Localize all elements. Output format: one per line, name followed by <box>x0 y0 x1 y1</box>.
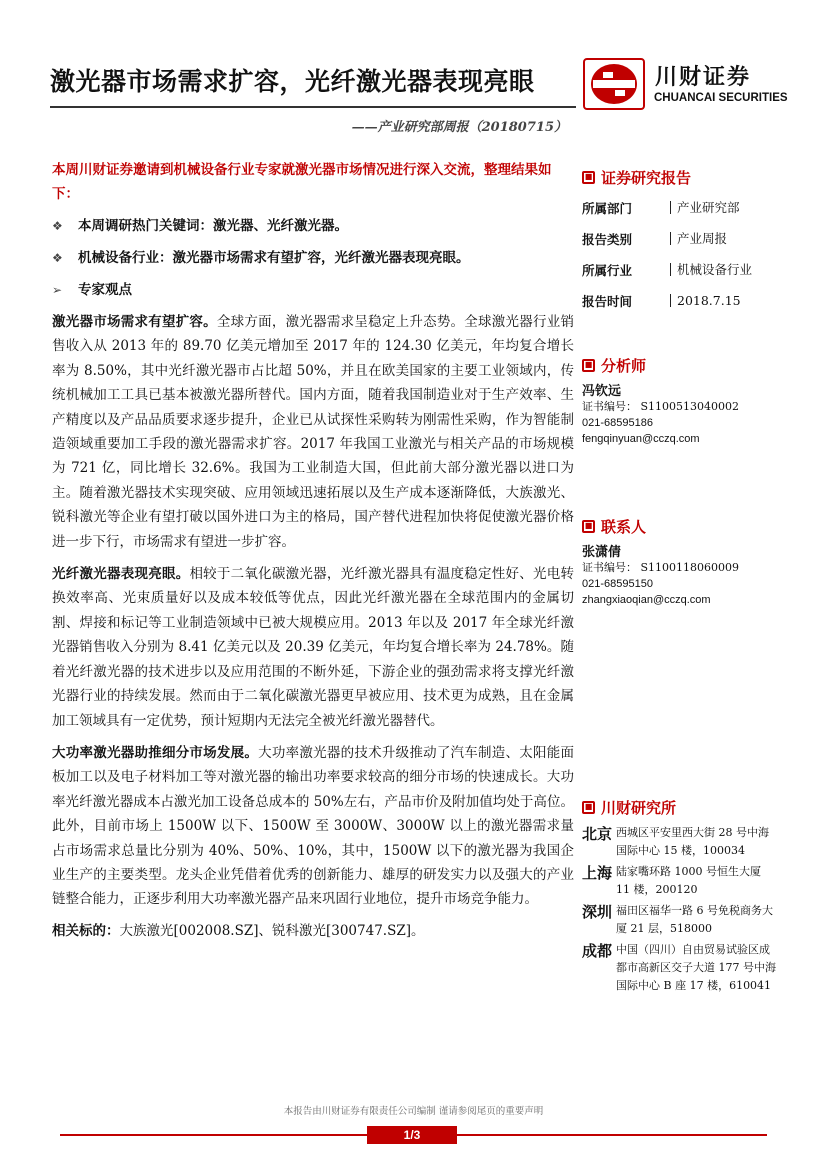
info-value: 2018.7.15 <box>670 294 741 307</box>
analyst-cert: 证书编号： S1100513040002 <box>582 400 740 413</box>
info-label: 报告时间 <box>582 293 633 309</box>
report-subtitle: ——产业研究部周报（20180715） <box>351 120 567 135</box>
bullet-text: 机械设备行业：激光器市场需求有望扩容，光纤激光器表现亮眼。 <box>78 250 470 266</box>
report-heading-text: 证券研究报告 <box>601 168 692 187</box>
page-number: 1/3 <box>367 1126 457 1144</box>
analyst-heading-text: 分析师 <box>601 356 647 375</box>
info-label: 报告类别 <box>582 231 633 247</box>
institute-heading <box>582 796 782 818</box>
contact-heading <box>582 515 782 537</box>
info-value: 产业周报 <box>670 232 727 245</box>
info-row <box>582 192 782 223</box>
institute-heading-text: 川财研究所 <box>601 798 677 817</box>
main-content <box>52 158 574 943</box>
bullet-item <box>52 214 574 238</box>
related-text: 大族激光[002008.SZ]、锐科激光[300747.SZ]。 <box>119 922 425 939</box>
contact-heading-text: 联系人 <box>601 517 647 536</box>
arrow-bullet-icon: ➢ <box>52 283 63 297</box>
paragraph <box>52 310 574 554</box>
info-label: 所属行业 <box>582 262 633 278</box>
section-marker-icon: ■ <box>582 359 595 372</box>
brand-name-cn: 川财证券 <box>655 65 752 90</box>
paragraph-body: 大功率激光器的技术升级推动了汽车制造、太阳能面板加工以及电子材料加工等对激光器的输出功率要求较高的细分市场的快速成长。大功率光纤激光器成本占激光加工设备总成本的 50%左右，产品市价及附加值均处于高位。此外，目前市场上 1500W 以下、1500W 至 3000W、3000W 以上的激光器需求量占市场需求总量比分别为 40%、50%、10%，其中，1500W 以下的激光器为我国企业生产的主要类型。龙头企业凭借着优秀的创新能力、雄厚的研发实力以及强大的产业链整合能力，正逐步利用大功率激光器产品来巩固行业地位，提升市场竞争能力。 <box>52 744 575 908</box>
diamond-bullet-icon: ❖ <box>52 251 63 265</box>
info-value: 机械设备行业 <box>670 263 752 276</box>
analyst-phone: 021-68595186 <box>582 417 653 429</box>
office-city: 成都 <box>582 942 613 960</box>
bullet-item <box>52 278 574 302</box>
office-address: 中国（四川）自由贸易试验区成都市高新区交子大道 177 号中海国际中心 B 座 17 楼，610041 <box>616 943 776 992</box>
brand-name-en: CHUANCAI SECURITIES <box>654 92 788 104</box>
report-info <box>582 192 782 316</box>
info-row <box>582 254 782 285</box>
office-item <box>582 863 782 899</box>
paragraph <box>52 562 574 733</box>
office-address: 西城区平安里西大街 28 号中海国际中心 15 楼，100034 <box>616 826 769 857</box>
bullet-text: 专家观点 <box>78 282 132 298</box>
analyst-name: 冯钦远 <box>582 384 622 399</box>
analyst-email[interactable]: fengqinyuan@cczq.com <box>582 433 700 445</box>
office-item <box>582 941 782 995</box>
report-heading <box>582 166 782 188</box>
contact-email[interactable]: zhangxiaoqian@cczq.com <box>582 594 711 606</box>
paragraph-lead: 激光器市场需求有望扩容。 <box>52 314 217 330</box>
office-address: 福田区福华一路 6 号免税商务大厦 21 层，518000 <box>616 904 773 935</box>
chuancai-logo-icon <box>583 58 645 110</box>
info-value: 产业研究部 <box>670 201 740 214</box>
bullet-item <box>52 246 574 270</box>
paragraph <box>52 741 574 912</box>
paragraph-body: 全球方面，激光器需求呈稳定上升态势。全球激光器行业销售收入从 2013 年的 89.70 亿美元增加至 2017 年的 124.30 亿美元，年均复合增长率为 8.50%，其中光纤激光器市占比超 50%，并且在欧美国家的主要工业领域内，传统机械加工工具已基本被激光器所替代。国内方面，随着我国制造业对于生产效率、生产精度以及产品品质要求逐步提升，企业已从试探性采购转为刚需性采购，作为智能制造领域重要加工手段的激光器需求扩容。2017 年我国工业激光与相关产品的市场规模为 721 亿，同比增长 32.6%。我国为工业制造大国，但此前大部分激光器以进口为主。随着激光器技术实现突破、应用领域迅速拓展以及生产成本逐渐降低，大族激光、锐科激光等企业有望打破以国外进口为主的格局，国产替代进程加快将促使激光器价格进一步下行，市场需求有望进一步扩容。 <box>52 314 575 550</box>
info-row <box>582 285 782 316</box>
related-lead: 相关标的： <box>52 922 120 939</box>
office-city: 北京 <box>582 825 613 843</box>
diamond-bullet-icon: ❖ <box>52 219 63 233</box>
sidebar <box>582 158 782 995</box>
contact-name: 张潇倩 <box>582 545 622 560</box>
office-address: 陆家嘴环路 1000 号恒生大厦 11 楼，200120 <box>616 865 761 896</box>
paragraph-lead: 大功率激光器助推细分市场发展。 <box>52 744 259 761</box>
section-marker-icon: ■ <box>582 171 595 184</box>
section-marker-icon: ■ <box>582 520 595 533</box>
intro-text: 本周川财证券邀请到机械设备行业专家就激光器市场情况进行深入交流，整理结果如下： <box>52 162 552 202</box>
paragraph-body: 相较于二氧化碳激光器，光纤激光器具有温度稳定性好、光电转换效率高、光束质量好以及成本较低等优点，因此光纤激光器在全球范围内的金属切割、焊接和标记等工业制造领域中已被大规模应用。2013 年以及 2017 年全球光纤激光器销售收入分别为 8.41 亿美元以及 20.39 亿美元，年均复合增长率为 24.78%。随着光纤激光器的技术进步以及应用范围的不断外延，下游企业的强劲需求将支撑光纤激光器行业的持续发展。然而由于二氧化碳激光器更早被应用、技术更为成熟，且在金属加工领域具有一定优势，预计短期内无法完全被光纤激光器替代。 <box>52 566 575 729</box>
contact-cert: 证书编号： S1100118060009 <box>582 561 740 574</box>
office-city: 深圳 <box>582 903 613 921</box>
office-item <box>582 902 782 938</box>
office-item <box>582 824 782 860</box>
contact-phone: 021-68595150 <box>582 578 653 590</box>
info-row <box>582 223 782 254</box>
bullet-text: 本周调研热门关键词：激光器、光纤激光器。 <box>78 218 348 234</box>
title-rule <box>50 106 576 108</box>
office-list <box>582 824 782 995</box>
report-title: 激光器市场需求扩容，光纤激光器表现亮眼 <box>50 67 535 96</box>
section-marker-icon: ■ <box>582 801 595 814</box>
analyst-heading <box>582 354 782 376</box>
info-label: 所属部门 <box>582 200 633 216</box>
related-stocks <box>52 919 574 943</box>
footer-disclaimer: 本报告由川财证券有限责任公司编制 谨请参阅尾页的重要声明 <box>283 1106 544 1117</box>
paragraph-lead: 光纤激光器表现亮眼。 <box>52 566 190 583</box>
office-city: 上海 <box>582 864 613 882</box>
